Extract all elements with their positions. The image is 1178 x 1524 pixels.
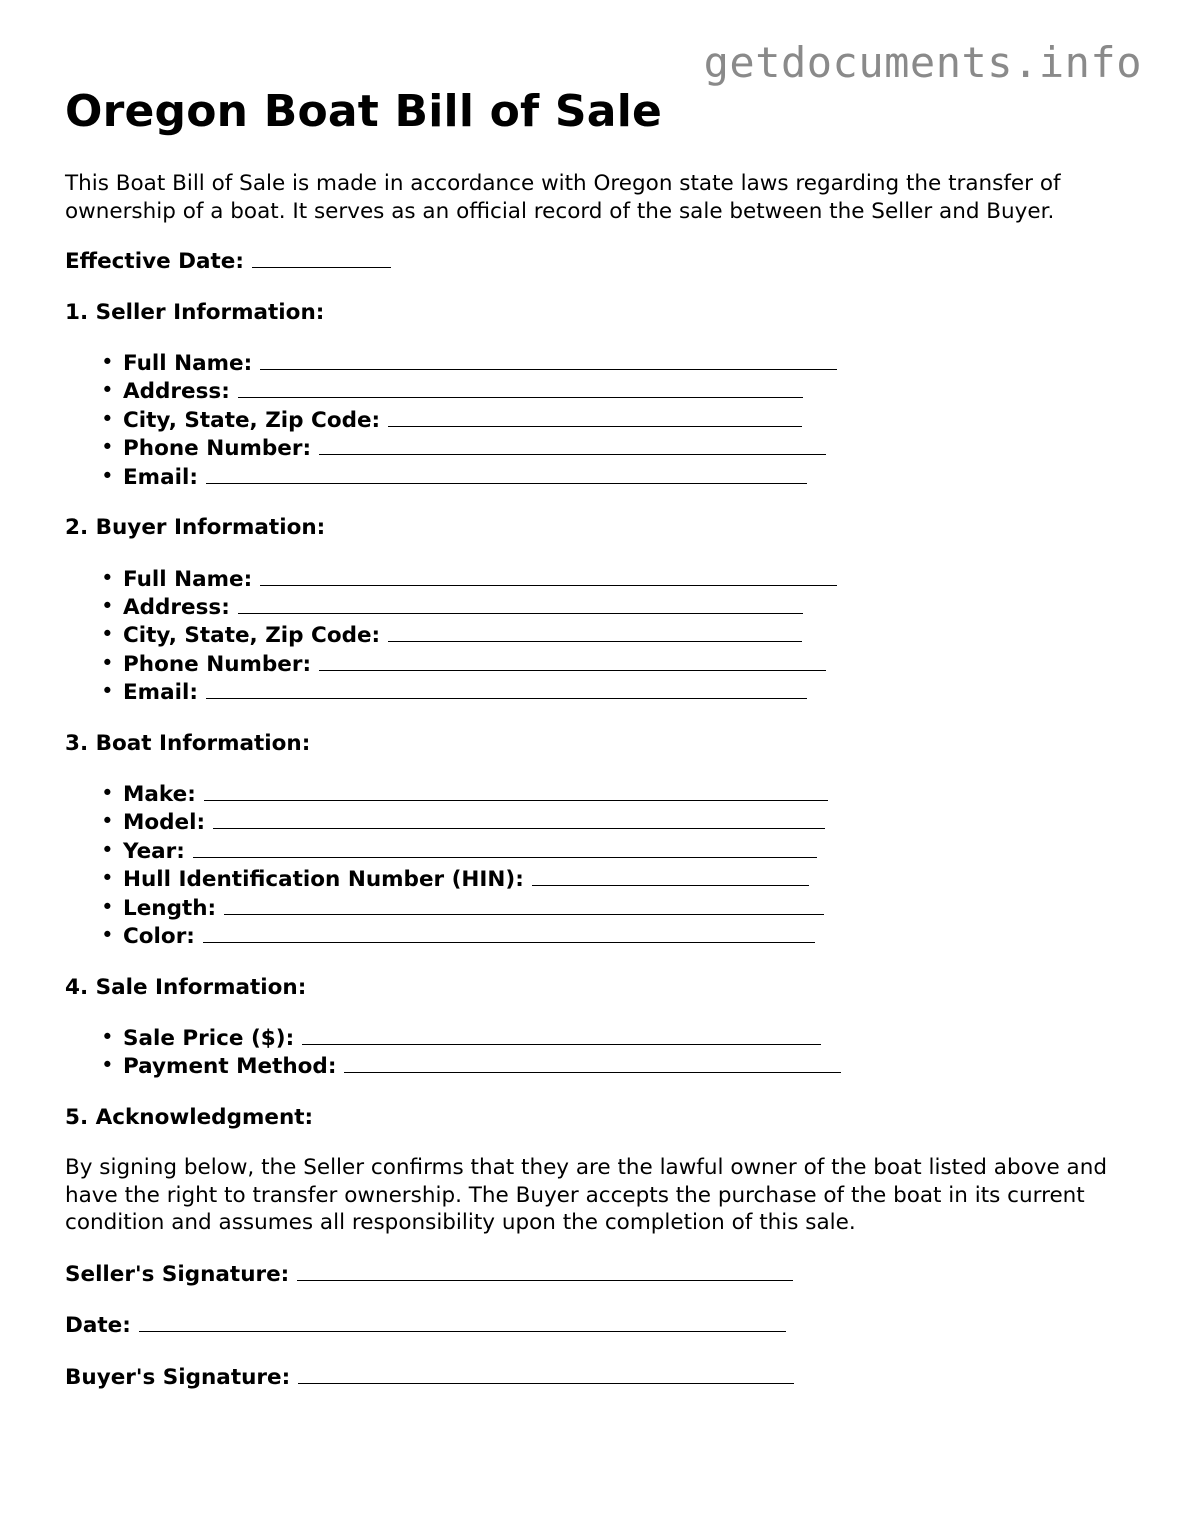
buyer-section-title: 2. Buyer Information: (65, 515, 326, 541)
boat-length-field[interactable] (224, 894, 824, 915)
payment-method-field[interactable] (344, 1052, 841, 1073)
ack-paragraph: By signing below, the Seller confirms that they are the lawful owner of the boat listed above and have the right to transfer ownership. The Buyer accepts the purchase of the boat in its current condition and assumes all responsibility upon the completion of this sale. (65, 1155, 1107, 1236)
signature-date-row (65, 1311, 1125, 1340)
seller-signature-row (65, 1260, 1125, 1289)
seller-email-item: • Email: (101, 463, 1125, 491)
boat-color-field[interactable] (203, 922, 815, 943)
buyer-full-name-field[interactable] (260, 565, 837, 586)
sale-fields-list (65, 1024, 1125, 1081)
seller-city-state-zip-item: • City, State, Zip Code: (101, 406, 1125, 434)
buyer-signature-row (65, 1363, 1125, 1392)
seller-address-field[interactable] (238, 377, 803, 398)
signature-date-field[interactable] (139, 1311, 786, 1332)
ack-section-title: 5. Acknowledgment: (65, 1104, 314, 1130)
page-title: Oregon Boat Bill of Sale (65, 86, 663, 137)
buyer-phone-item: • Phone Number: (101, 650, 1125, 678)
seller-section-title: 1. Seller Information: (65, 299, 325, 325)
payment-method-item: • Payment Method: (101, 1052, 1125, 1080)
seller-signature-label: Seller's Signature: (65, 1261, 290, 1287)
seller-address-item: • Address: (101, 377, 1125, 405)
seller-city-state-zip-field[interactable] (388, 406, 802, 427)
boat-length-item: • Length: (101, 894, 1125, 922)
boat-model-item: • Model: (101, 808, 1125, 836)
boat-fields-list (65, 780, 1125, 950)
buyer-full-name-item: • Full Name: (101, 565, 1125, 593)
seller-full-name-item: • Full Name: (101, 349, 1125, 377)
boat-make-item: • Make: (101, 780, 1125, 808)
sale-section-title: 4. Sale Information: (65, 974, 307, 1000)
boat-year-field[interactable] (193, 837, 817, 858)
boat-hin-field[interactable] (532, 865, 809, 886)
seller-email-field[interactable] (206, 463, 807, 484)
buyer-address-field[interactable] (238, 593, 803, 614)
buyer-phone-field[interactable] (319, 650, 826, 671)
buyer-city-state-zip-field[interactable] (388, 621, 802, 642)
effective-date-row (65, 247, 1125, 276)
intro-paragraph: This Boat Bill of Sale is made in accordance with Oregon state laws regarding the transfer of ownership of a boat. It serves as an official record of the sale between the Seller and Buyer. (65, 171, 1061, 224)
buyer-signature-label: Buyer's Signature: (65, 1364, 291, 1390)
effective-date-field[interactable] (252, 247, 391, 268)
effective-date-label: Effective Date: (65, 249, 244, 274)
boat-section-title: 3. Boat Information: (65, 730, 311, 756)
boat-hin-item: • Hull Identification Number (HIN): (101, 865, 1125, 893)
seller-phone-field[interactable] (319, 434, 826, 455)
sale-price-item: • Sale Price ($): (101, 1024, 1125, 1052)
boat-model-field[interactable] (213, 808, 825, 829)
seller-phone-item: • Phone Number: (101, 434, 1125, 462)
buyer-signature-field[interactable] (298, 1363, 794, 1384)
buyer-fields-list (65, 565, 1125, 707)
boat-color-item: • Color: (101, 922, 1125, 950)
watermark: getdocuments.info (703, 38, 1142, 87)
seller-full-name-field[interactable] (260, 349, 837, 370)
seller-signature-field[interactable] (297, 1260, 793, 1281)
seller-fields-list (65, 349, 1125, 491)
buyer-email-field[interactable] (206, 678, 807, 699)
buyer-address-item: • Address: (101, 593, 1125, 621)
boat-make-field[interactable] (204, 780, 828, 801)
document (65, 84, 1125, 1391)
boat-year-item: • Year: (101, 837, 1125, 865)
buyer-email-item: • Email: (101, 678, 1125, 706)
sale-price-field[interactable] (302, 1024, 821, 1045)
signature-date-label: Date: (65, 1313, 131, 1339)
buyer-city-state-zip-item: • City, State, Zip Code: (101, 621, 1125, 649)
